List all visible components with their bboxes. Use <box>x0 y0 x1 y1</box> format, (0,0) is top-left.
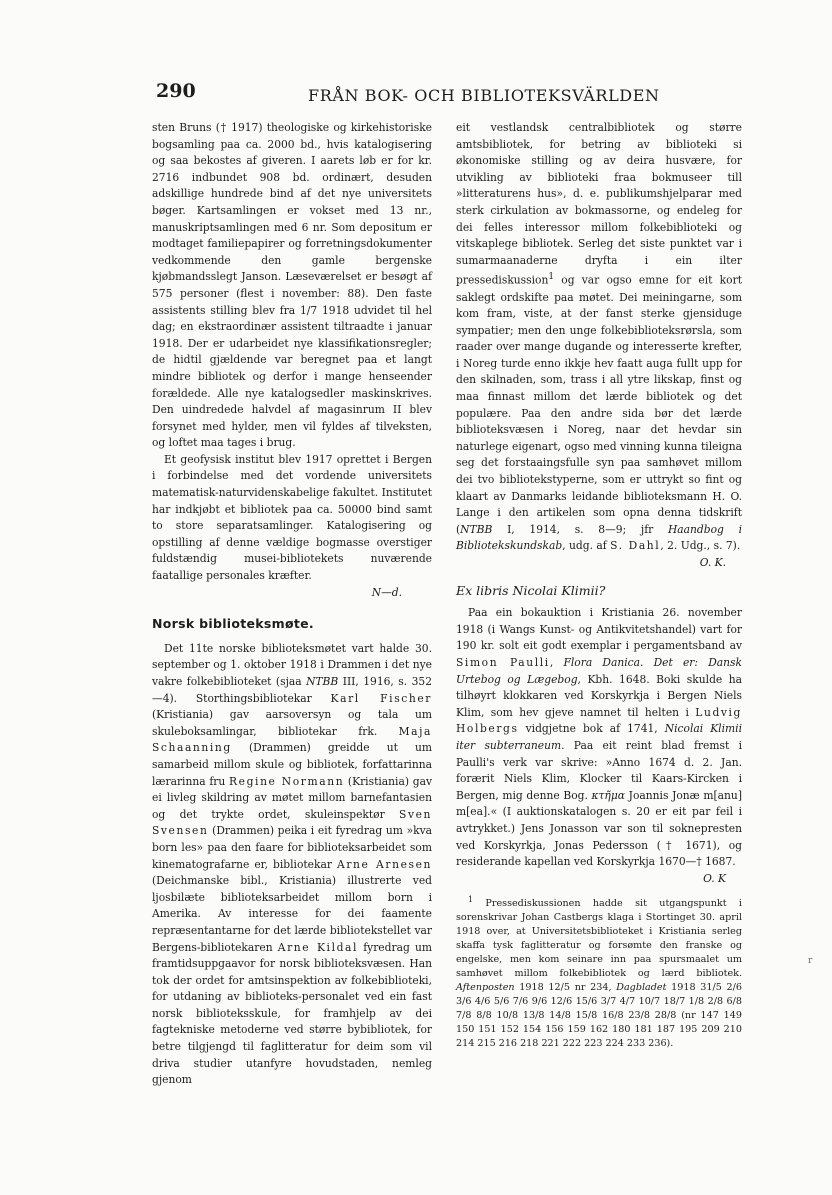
text-run: Joannis Jonæ m[anu] m[ea].« (I auktionskatalogen s. 20 er eit par feil i avtrykket.) Jens Jonasson var son til soknepresten ved Korskyrkja, Jonas Pedersson († 1671), og residerande kapellan ved Korskyrkja 1670—† 1687. <box>456 788 742 869</box>
margin-mark: r <box>808 956 813 966</box>
text-run: III, 1916, s. 352—4). Storthingsbibliotekar <box>152 675 433 705</box>
journal-abbrev: NTBB <box>306 675 339 688</box>
left-paragraph-1: sten Bruns († 1917) theologiske og kirkehistoriske bogsamling paa ca. 2000 bd., hvis katalogisering og saa bekostes af giveren. I aarets løb er for kr. 2716 indbundet 908 bd. ordinært, desuden adskillige hundrede bind af det nye universitets bøger. Kartsamlingen er vokset med 13 nr., manuskriptsamlingen med 6 nr. Som depositum er modtaget familiepapirer og forretningsdokumenter vedkommende den gamle bergenske kjøbmandsslegt Janson. Læseværelset er besøgt af 575 personer (flest i november: 88). Den faste assistents stilling blev fra 1/7 1918 udvidet til hel dag; en ekstraordinær assistent tiltraadte i januar 1918. Der er udarbeidet nye klassifikationsregler; de hidtil gjældende var beregnet paa et langt mindre bibliotek og derfor i mange henseender forældede. Alle nye katalogsedler maskinskrives. Den uindredede halvdel af magasinrum II blev forsynet med hylder, men vil fyldes af tilveksten, og loftet maa tages i brug. <box>152 121 432 450</box>
text-run: fyredrag um framtidsuppgaavor for norsk biblioteksvæsen. Han tok der ordet for amtsinspektion av folkebiblioteki, for utdaning av biblioteks-personalet ved ein fast norsk biblioteksskule, for framhjelp av dei fagtekniske metoderne ved større bybibliotek, for betre tilgjengd til faglitteratur for deim som vil driva studier utanfyre hovudstaden, nemleg gjenom <box>152 940 432 1087</box>
running-head: FRÅN BOK- OCH BIBLIOTEKSVÄRLDEN <box>308 86 660 105</box>
journal-abbrev: NTBB <box>460 522 493 536</box>
footnote <box>456 893 742 1051</box>
text-run: og var ogso emne for eit kort saklegt ordskifte paa møtet. Dei meiningarne, som kom fram, viste, at der fanst sterke gjensiduge sympatier; men den unge folkebiblioteksrørsla, som raader over mange dugande og interesserte krefter, i Noreg turde enno ikkje hev faatt auga fullt upp for den skilnaden, som, trass i all ytre likskap, finst og maa finnast millom det lærde bibliotek og det populære. Paa den andre sida bør det lærde biblioteksvæsen i Noreg, naar det hevdar sin naturlege eigenart, ogso med vinning kunna tileigna seg det forstaaingsfulle syn paa samhøvet millom dei tvo bibliotekstyperne, som er uttrykt so fint og klaart av Danmarks leidande biblioteksmann H. O. Lange i den artikelen som opna denna tidskrift ( <box>456 273 742 536</box>
text-run: (Drammen) peika i eit fyredrag um »kva born les» paa den faare for biblioteksarbeidet som kinematografarne er, bibliotekar <box>152 824 432 871</box>
text-run: Det 11te norske biblioteksmøtet vart halde 30. september og 1. oktober 1918 i Drammen i det nye vakre folkebiblioteket (sjaa <box>152 641 432 688</box>
right-paragraph-1 <box>456 120 742 555</box>
person-name: Simon Paulli <box>456 655 550 669</box>
signature-ok: O. K. <box>699 556 726 569</box>
person-name: Sven Svensen <box>152 807 432 838</box>
person-name: S. Dahl <box>610 539 661 553</box>
person-name: Arne Arnesen <box>337 857 432 871</box>
left-paragraph-2: Et geofysisk institut blev 1917 oprettet i Bergen i forbindelse med det vordende universitets matematisk-naturvidenskabelige fakultet. Institutet har indkjøbt et bibliotek paa ca. 50000 bind samt to store separatsamlinger. Katalogisering og opstilling af denne vældige bogmasse overstiger fuldstændig musei-bibliotekets nuværende faatallige personales kræfter. <box>152 452 432 583</box>
text-run: vidgjetne bok af 1741, <box>518 722 665 736</box>
text-run: Paa ein bokauktion i Kristiania 26. november 1918 (i Wangs Kunst- og Antikvitetshandel) vart for 190 kr. solt eit godt exemplar i pergamentsband av <box>456 606 742 653</box>
newspaper-title: Aftenposten <box>456 982 515 994</box>
text-run: , Kbh. 1648. Boki skulde ha tilhøyrt klokkaren ved Korskyrkja i Bergen Niels Klim, som hev gjeve namnet til helten i <box>456 672 742 719</box>
text-run: I, 1914, s. 8—9; jfr <box>492 522 668 536</box>
person-name: Ludvig Holbergs <box>456 705 742 736</box>
text-run: eit vestlandsk centralbibliotek og større amtsbibliotek, for betring av biblioteki si økonomiske stilling og av deira husvære, for utvikling av biblioteki fraa bokmuseer till »litteraturens hus», d. e. publikumshjelparar med sterk cirkulation av bokmassorne, og endeleg for dei felles interessor millom folkebiblioteki og vitskaplege bibliotek. Serleg det siste punktet var i sumarmaanaderne dryfta i ein ilter pressediskussion <box>456 121 742 287</box>
footnote-number: 1 <box>468 895 474 905</box>
person-name: Arne Kildal <box>277 940 359 954</box>
right-column <box>456 120 742 1051</box>
text-run: , <box>549 655 564 669</box>
text-run: (Kristiania) gav ei livleg skildring av møtet millom barnefantasien og det trykte ordet, skuleinspektør <box>152 774 433 821</box>
left-column <box>152 120 432 1089</box>
text-run: (Kristiania) gav aarsoversyn og tala um skuleboksamlingar, bibliotekar frk. <box>152 708 432 738</box>
signature-ok-2: O. K <box>703 871 726 885</box>
person-name: Karl Fischer <box>330 691 432 705</box>
section-heading-norsk-biblioteksmote: Norsk biblioteksmøte. <box>152 616 314 632</box>
person-name: Regine Normann <box>229 774 345 788</box>
signature-nd: N—d. <box>371 585 402 599</box>
person-name: Maja Schaanning <box>152 724 432 755</box>
greek-word: κτῆμα <box>591 788 626 802</box>
section-heading-ex-libris: Ex libris Nicolai Klimii? <box>456 582 606 598</box>
text-run: (Deichmanske bibl., Kristiania) illustrerte ved ljosbilæte biblioteksarbeidet millom born i Amerika. Av interesse for dei faamente repræsentantarne for det lærde bibliotekstellet var Bergens-bibliotekaren <box>152 874 432 954</box>
text-run: 1918 12/5 nr 234, <box>514 982 617 994</box>
text-run: , 2. Udg., s. 7). <box>660 539 741 553</box>
book-title: Haandbog i Bibliotekskundskab <box>456 522 742 553</box>
text-run: 1918 31/5 2/6 3/6 4/6 5/6 7/6 9/6 12/6 15/6 3/7 4/7 10/7 18/7 1/8 2/8 6/8 7/8 8/8 10/8 13/8 14/8 15/8 16/8 23/8 28/8 (nr 147 149 150 151 152 154 156 159 162 180 181 187 195 209 210 214 215 216 218 221 222 223 224 233 236). <box>456 982 742 1050</box>
footnote-reference: 1 <box>548 272 555 283</box>
book-title: Nicolai Klimii iter subterraneum <box>456 722 742 752</box>
book-title: Flora Danica. Det er: Dansk Urtebog og Lægebog <box>456 655 743 686</box>
left-paragraph-3 <box>152 641 432 1089</box>
text-run: (Drammen) greidde ut um samarbeid millom skule og bibliotek, forfattarinna lærarinna fru <box>152 741 432 788</box>
text-run: Pressediskussionen hadde sit utgangspunkt i sorenskrivar Johan Castbergs klaga i Stortinget 30. april 1918 over, at Universitetsbiblioteket i Kristiania serleg skaffa tysk faglitteratur og forsømte den franske og engelske, men kom seinare inn paa spursmaalet um samhøvet millom folkebibliotek og lærd bibliotek. <box>456 898 742 980</box>
text-run: , udg. af <box>562 539 611 553</box>
newspaper-title: Dagbladet <box>616 982 667 994</box>
right-paragraph-2 <box>456 605 742 871</box>
page-number: 290 <box>156 80 196 102</box>
text-run: . Paa eit reint blad fremst i Paulli's verk var skrive: »Anno 1674 d. 2. Jan. forærit Niels Klim, Klocker til Kaars-Kircken i Bergen, mig denne Bog. <box>456 738 742 802</box>
